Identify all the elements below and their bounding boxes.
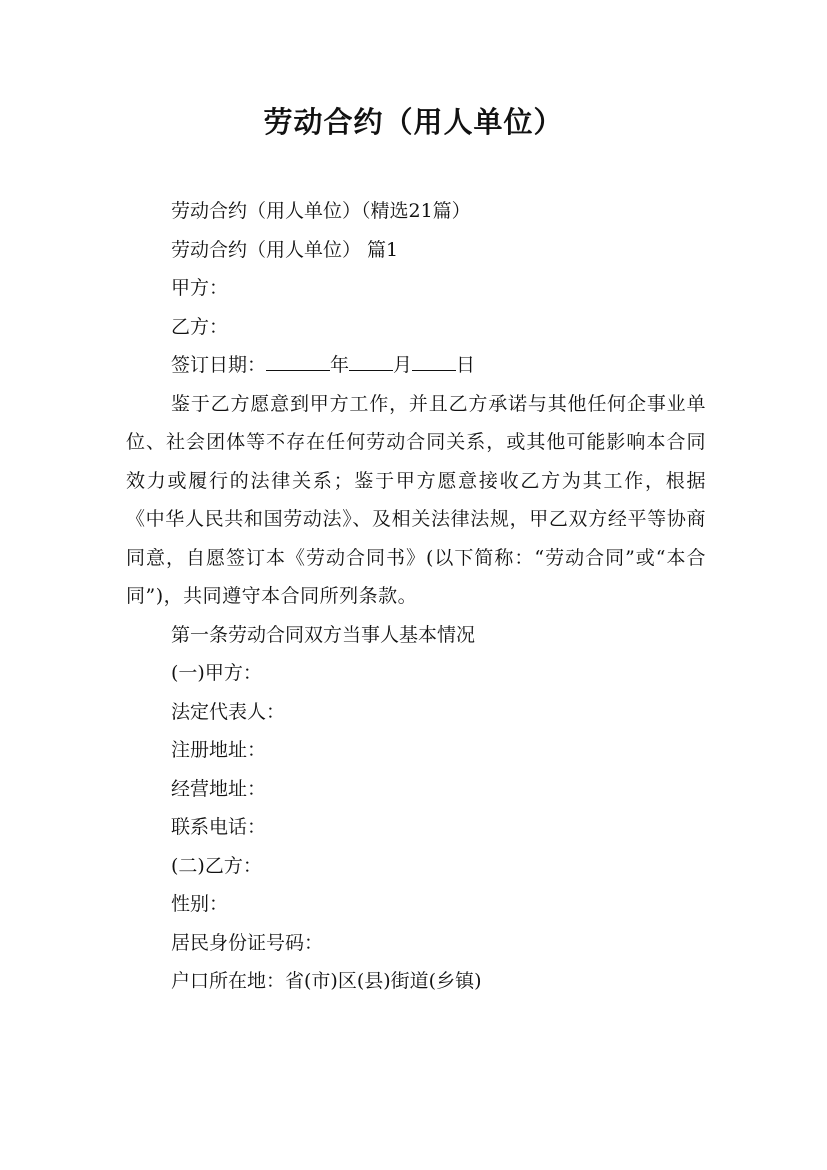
gender-field: 性别： bbox=[171, 893, 229, 915]
party-b-label: 乙方： bbox=[171, 315, 229, 338]
preamble-paragraph: 鉴于乙方愿意到甲方工作，并且乙方承诺与其他任何企事业单位、社会团体等不存在任何劳动合同关系，或其他可能影响本合同效力或履行的法律关系；鉴于甲方愿意接收乙方为其工作，根据《中华人民共和国劳动法》、及相关法律法规，甲乙双方经平等协商同意，自愿签订本《劳动合同书》(以下简称：“劳动合同”或“本合同”)，共同遵守本合同所列条款。 bbox=[126, 392, 706, 607]
year-label: 年 bbox=[330, 354, 350, 376]
month-blank bbox=[349, 350, 393, 371]
id-number-field: 居民身份证号码： bbox=[171, 931, 324, 954]
business-address-field: 经营地址： bbox=[171, 777, 267, 800]
subtitle-line: 劳动合约（用人单位）（精选21篇） bbox=[171, 200, 471, 222]
household-registration-field: 户口所在地：省(市)区(县)街道(乡镇) bbox=[171, 970, 482, 992]
party-b-section: (二)乙方： bbox=[171, 854, 262, 877]
sign-date-line bbox=[126, 346, 706, 385]
document-body bbox=[126, 192, 706, 1001]
sign-date-label: 签订日期： bbox=[171, 354, 267, 376]
document-title: 劳动合约（用人单位） bbox=[263, 105, 564, 139]
party-a-label: 甲方： bbox=[171, 277, 229, 299]
contact-phone-field: 联系电话： bbox=[171, 816, 267, 838]
year-blank bbox=[266, 350, 330, 371]
section-heading: 劳动合约（用人单位） 篇1 bbox=[171, 238, 399, 261]
article-one-heading: 第一条劳动合同双方当事人基本情况 bbox=[171, 623, 476, 646]
party-a-section: (一)甲方： bbox=[171, 662, 262, 684]
registered-address-field: 注册地址： bbox=[171, 739, 267, 761]
legal-representative-field: 法定代表人： bbox=[171, 700, 286, 723]
day-blank bbox=[412, 350, 456, 371]
day-label: 日 bbox=[456, 354, 476, 376]
month-label: 月 bbox=[393, 354, 413, 376]
